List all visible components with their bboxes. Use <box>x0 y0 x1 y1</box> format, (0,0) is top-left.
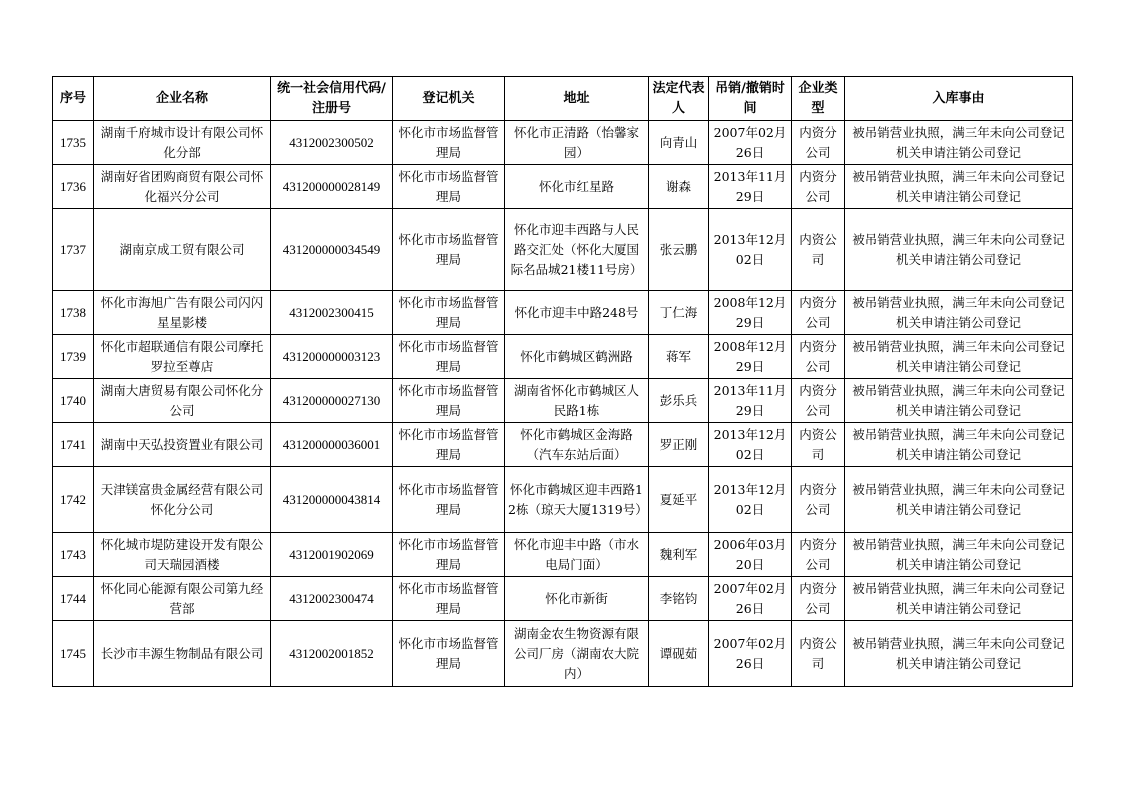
table-row <box>53 209 1073 291</box>
table-row <box>53 379 1073 423</box>
header-name: 企业名称 <box>94 77 271 121</box>
cell-name: 湖南京成工贸有限公司 <box>94 209 271 291</box>
cell-reason: 被吊销营业执照，满三年未向公司登记机关申请注销公司登记 <box>845 577 1073 621</box>
cell-name: 长沙市丰源生物制品有限公司 <box>94 621 271 687</box>
cell-authority: 怀化市市场监督管理局 <box>393 335 505 379</box>
cell-type: 内资分公司 <box>792 379 845 423</box>
cell-revoke-time: 2013年12月02日 <box>709 467 792 533</box>
table-row <box>53 423 1073 467</box>
cell-reason: 被吊销营业执照，满三年未向公司登记机关申请注销公司登记 <box>845 165 1073 209</box>
cell-type: 内资公司 <box>792 621 845 687</box>
cell-name: 湖南好省团购商贸有限公司怀化福兴分公司 <box>94 165 271 209</box>
cell-legal-rep: 彭乐兵 <box>649 379 709 423</box>
table-header-row <box>53 77 1073 121</box>
cell-code: 4312002300474 <box>271 577 393 621</box>
cell-legal-rep: 罗正刚 <box>649 423 709 467</box>
cell-type: 内资分公司 <box>792 577 845 621</box>
cell-revoke-time: 2007年02月26日 <box>709 577 792 621</box>
table-row <box>53 533 1073 577</box>
cell-authority: 怀化市市场监督管理局 <box>393 209 505 291</box>
cell-authority: 怀化市市场监督管理局 <box>393 467 505 533</box>
cell-address: 怀化市新街 <box>505 577 649 621</box>
cell-code: 431200000043814 <box>271 467 393 533</box>
cell-revoke-time: 2007年02月26日 <box>709 621 792 687</box>
cell-revoke-time: 2013年11月29日 <box>709 165 792 209</box>
cell-name: 天津镁富贵金属经营有限公司怀化分公司 <box>94 467 271 533</box>
cell-address: 怀化市正清路（怡馨家园） <box>505 121 649 165</box>
cell-authority: 怀化市市场监督管理局 <box>393 423 505 467</box>
table-row <box>53 621 1073 687</box>
cell-reason: 被吊销营业执照，满三年未向公司登记机关申请注销公司登记 <box>845 621 1073 687</box>
cell-type: 内资公司 <box>792 423 845 467</box>
cell-authority: 怀化市市场监督管理局 <box>393 121 505 165</box>
revoked-enterprise-table <box>52 76 1073 687</box>
cell-reason: 被吊销营业执照，满三年未向公司登记机关申请注销公司登记 <box>845 423 1073 467</box>
header-revoke-time: 吊销/撤销时间 <box>709 77 792 121</box>
cell-reason: 被吊销营业执照，满三年未向公司登记机关申请注销公司登记 <box>845 335 1073 379</box>
cell-seq: 1735 <box>53 121 94 165</box>
cell-revoke-time: 2008年12月29日 <box>709 335 792 379</box>
table-row <box>53 335 1073 379</box>
cell-legal-rep: 夏延平 <box>649 467 709 533</box>
table-row <box>53 467 1073 533</box>
cell-type: 内资分公司 <box>792 165 845 209</box>
cell-type: 内资公司 <box>792 209 845 291</box>
cell-code: 431200000027130 <box>271 379 393 423</box>
cell-seq: 1742 <box>53 467 94 533</box>
cell-legal-rep: 向青山 <box>649 121 709 165</box>
cell-address: 怀化市鹤城区金海路（汽车东站后面） <box>505 423 649 467</box>
cell-type: 内资分公司 <box>792 467 845 533</box>
cell-legal-rep: 蒋军 <box>649 335 709 379</box>
cell-code: 4312002300415 <box>271 291 393 335</box>
cell-code: 431200000028149 <box>271 165 393 209</box>
cell-type: 内资分公司 <box>792 533 845 577</box>
cell-address: 怀化市迎丰中路248号 <box>505 291 649 335</box>
cell-name: 湖南大唐贸易有限公司怀化分公司 <box>94 379 271 423</box>
header-seq: 序号 <box>53 77 94 121</box>
cell-name: 怀化城市堤防建设开发有限公司天瑞园酒楼 <box>94 533 271 577</box>
cell-name: 怀化市超联通信有限公司摩托罗拉至尊店 <box>94 335 271 379</box>
cell-seq: 1738 <box>53 291 94 335</box>
cell-revoke-time: 2008年12月29日 <box>709 291 792 335</box>
cell-legal-rep: 张云鹏 <box>649 209 709 291</box>
cell-legal-rep: 魏利军 <box>649 533 709 577</box>
cell-authority: 怀化市市场监督管理局 <box>393 291 505 335</box>
table-row <box>53 165 1073 209</box>
cell-address: 怀化市迎丰西路与人民路交汇处（怀化大厦国际名品城21楼11号房） <box>505 209 649 291</box>
cell-reason: 被吊销营业执照，满三年未向公司登记机关申请注销公司登记 <box>845 121 1073 165</box>
cell-seq: 1741 <box>53 423 94 467</box>
cell-address: 怀化市鹤城区鹤洲路 <box>505 335 649 379</box>
cell-reason: 被吊销营业执照，满三年未向公司登记机关申请注销公司登记 <box>845 533 1073 577</box>
cell-legal-rep: 丁仁海 <box>649 291 709 335</box>
cell-name: 湖南千府城市设计有限公司怀化分部 <box>94 121 271 165</box>
cell-seq: 1737 <box>53 209 94 291</box>
cell-code: 4312002001852 <box>271 621 393 687</box>
cell-name: 怀化市海旭广告有限公司闪闪星星影楼 <box>94 291 271 335</box>
cell-type: 内资分公司 <box>792 335 845 379</box>
cell-authority: 怀化市市场监督管理局 <box>393 165 505 209</box>
cell-authority: 怀化市市场监督管理局 <box>393 577 505 621</box>
cell-authority: 怀化市市场监督管理局 <box>393 621 505 687</box>
cell-revoke-time: 2013年12月02日 <box>709 209 792 291</box>
cell-name: 湖南中天弘投资置业有限公司 <box>94 423 271 467</box>
cell-type: 内资分公司 <box>792 291 845 335</box>
cell-code: 431200000036001 <box>271 423 393 467</box>
table-row <box>53 291 1073 335</box>
table-row <box>53 121 1073 165</box>
cell-seq: 1744 <box>53 577 94 621</box>
cell-legal-rep: 谭砚茹 <box>649 621 709 687</box>
cell-revoke-time: 2006年03月20日 <box>709 533 792 577</box>
cell-name: 怀化同心能源有限公司第九经营部 <box>94 577 271 621</box>
header-code: 统一社会信用代码/注册号 <box>271 77 393 121</box>
cell-code: 431200000034549 <box>271 209 393 291</box>
cell-address: 怀化市迎丰中路（市水电局门面） <box>505 533 649 577</box>
cell-address: 湖南省怀化市鹤城区人民路1栋 <box>505 379 649 423</box>
table-row <box>53 577 1073 621</box>
cell-legal-rep: 谢森 <box>649 165 709 209</box>
cell-reason: 被吊销营业执照，满三年未向公司登记机关申请注销公司登记 <box>845 291 1073 335</box>
cell-legal-rep: 李铭钧 <box>649 577 709 621</box>
header-type: 企业类型 <box>792 77 845 121</box>
cell-authority: 怀化市市场监督管理局 <box>393 379 505 423</box>
cell-seq: 1736 <box>53 165 94 209</box>
header-legal-rep: 法定代表人 <box>649 77 709 121</box>
cell-revoke-time: 2013年12月02日 <box>709 423 792 467</box>
cell-seq: 1740 <box>53 379 94 423</box>
header-reason: 入库事由 <box>845 77 1073 121</box>
cell-seq: 1743 <box>53 533 94 577</box>
header-authority: 登记机关 <box>393 77 505 121</box>
cell-authority: 怀化市市场监督管理局 <box>393 533 505 577</box>
cell-reason: 被吊销营业执照，满三年未向公司登记机关申请注销公司登记 <box>845 209 1073 291</box>
cell-seq: 1745 <box>53 621 94 687</box>
cell-seq: 1739 <box>53 335 94 379</box>
cell-reason: 被吊销营业执照，满三年未向公司登记机关申请注销公司登记 <box>845 467 1073 533</box>
cell-reason: 被吊销营业执照，满三年未向公司登记机关申请注销公司登记 <box>845 379 1073 423</box>
header-address: 地址 <box>505 77 649 121</box>
cell-address: 湖南金农生物资源有限公司厂房（湖南农大院内） <box>505 621 649 687</box>
cell-address: 怀化市红星路 <box>505 165 649 209</box>
cell-code: 4312002300502 <box>271 121 393 165</box>
cell-revoke-time: 2013年11月29日 <box>709 379 792 423</box>
cell-code: 4312001902069 <box>271 533 393 577</box>
cell-type: 内资分公司 <box>792 121 845 165</box>
cell-address: 怀化市鹤城区迎丰西路12栋（琼天大厦1319号） <box>505 467 649 533</box>
cell-revoke-time: 2007年02月26日 <box>709 121 792 165</box>
cell-code: 431200000003123 <box>271 335 393 379</box>
